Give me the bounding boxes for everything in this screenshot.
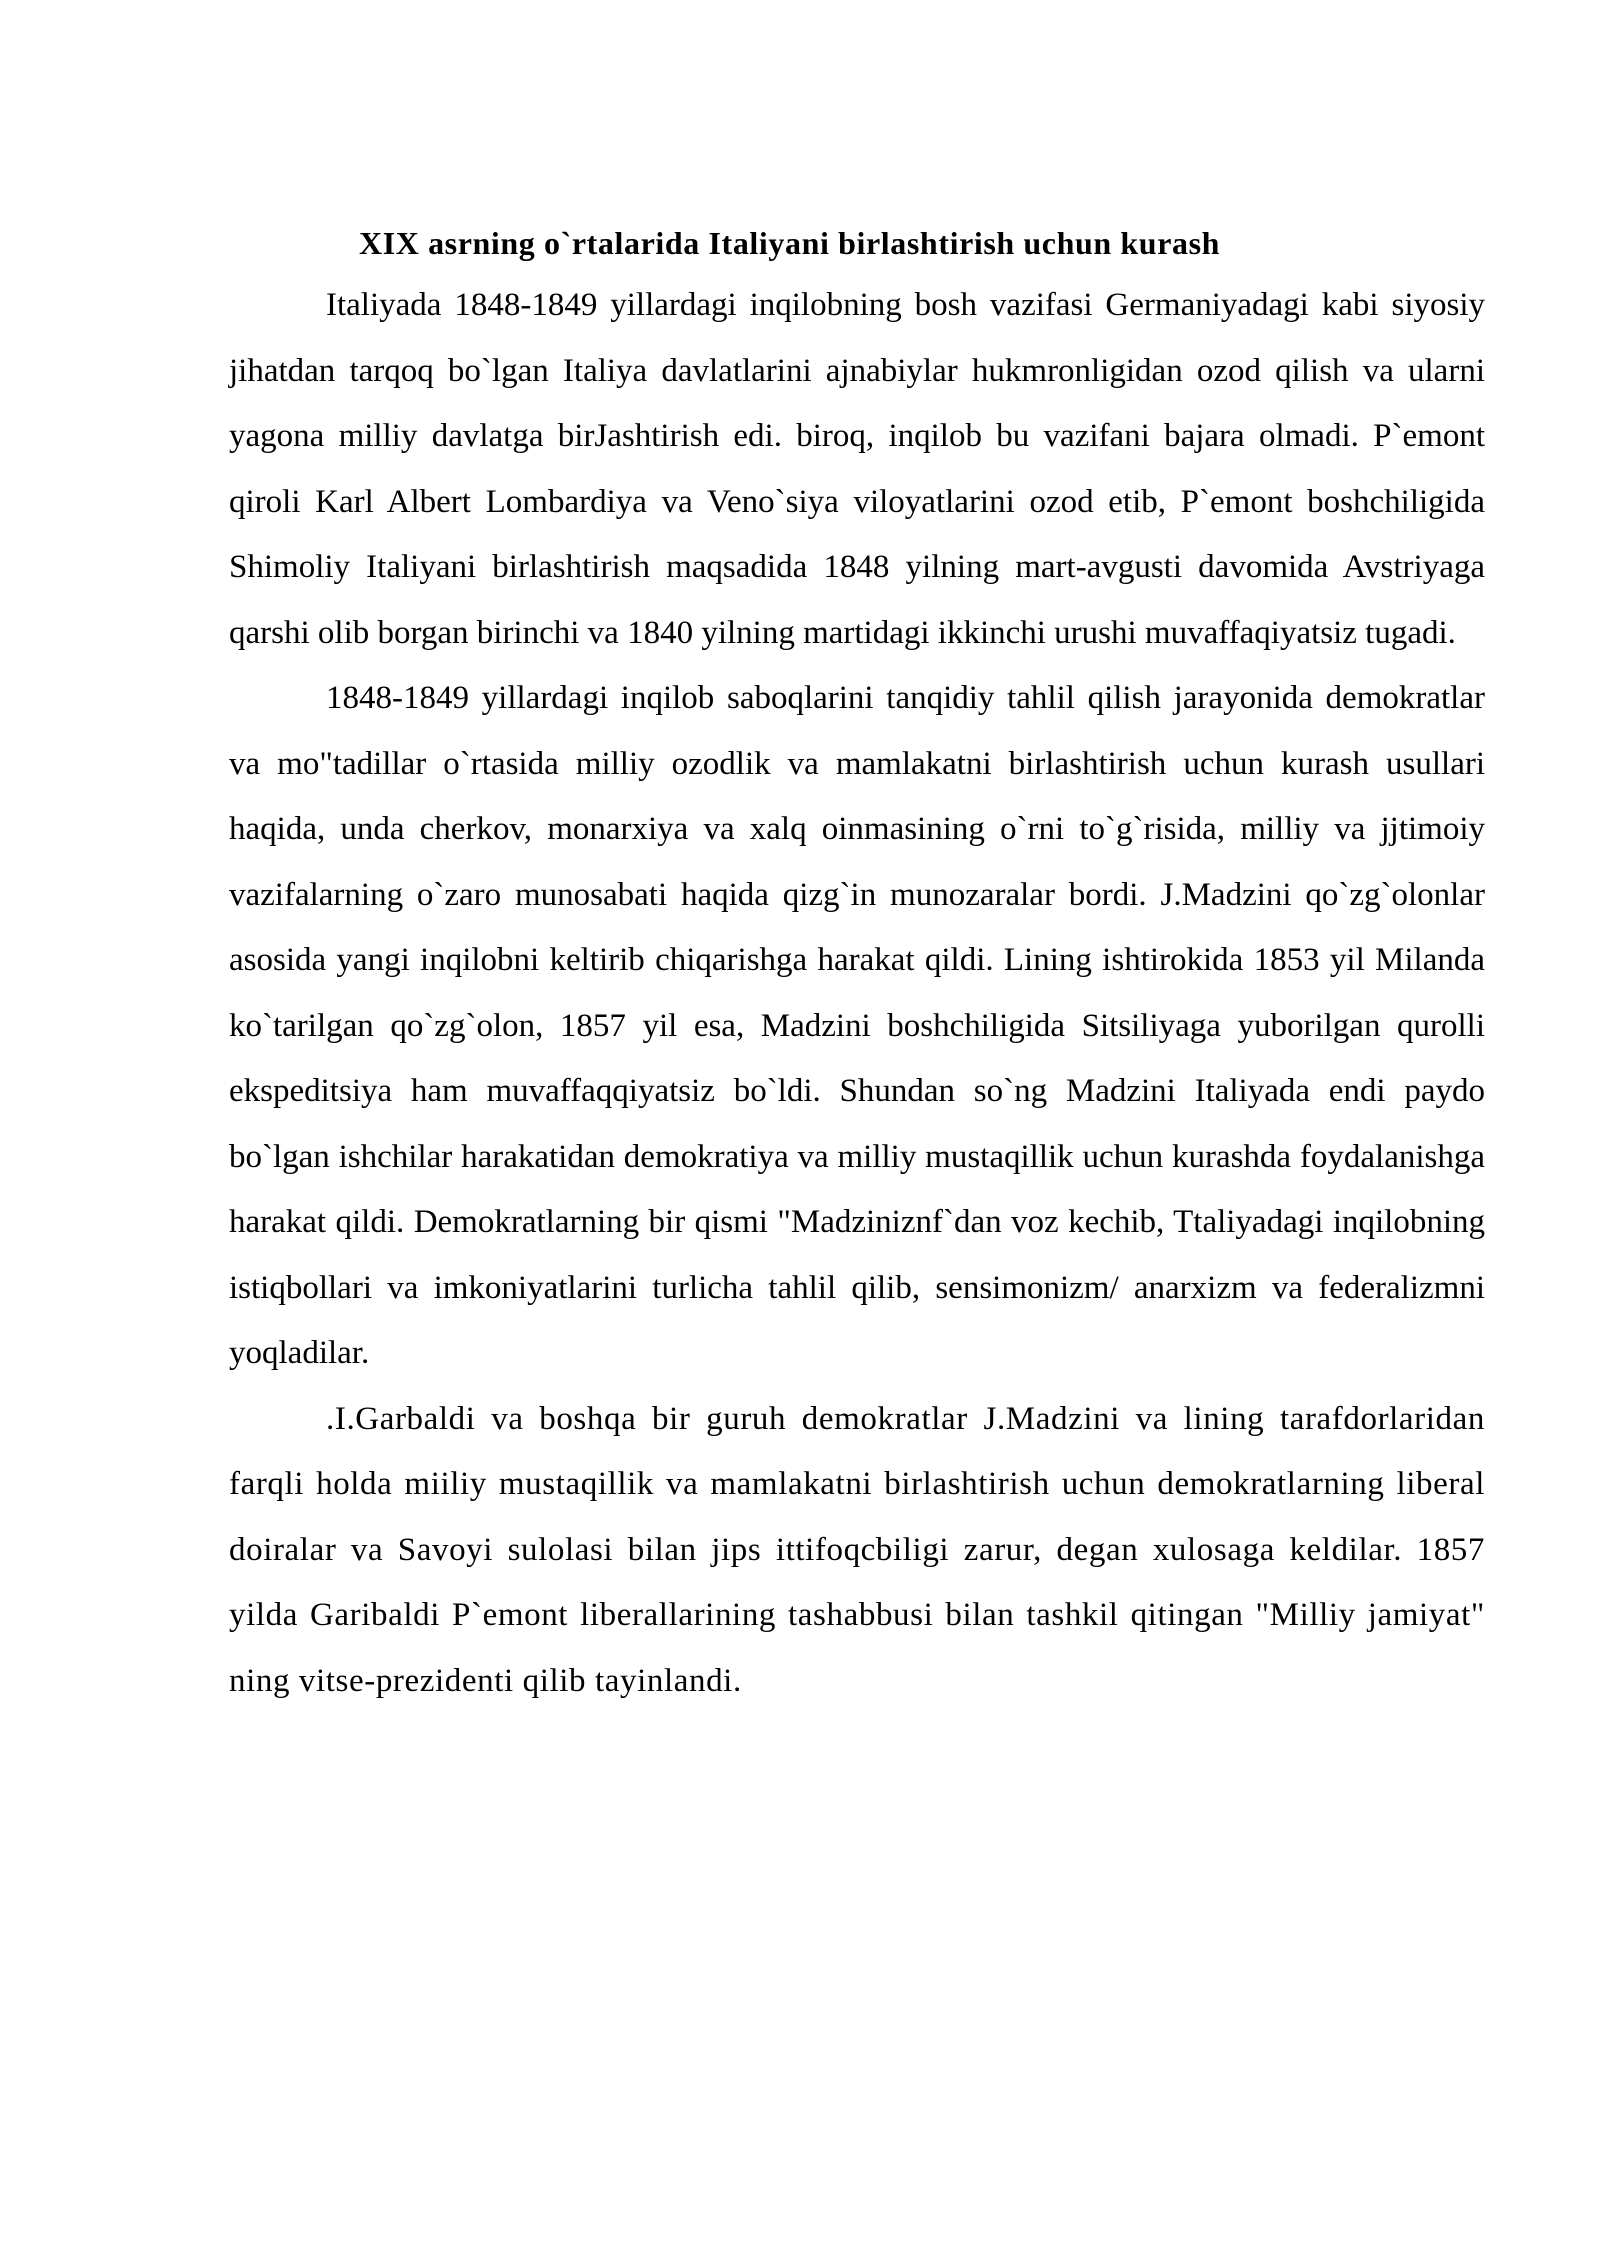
- document-title: XIX asrning o`rtalarida Italiyani birlashtirish uchun kurash: [359, 225, 1221, 261]
- document-body: [229, 213, 1485, 1714]
- paragraph-1: Italiyada 1848-1849 yillardagi inqilobning bosh vazifasi Germaniyadagi kabi siyosiy jihatdan tarqoq bo`lgan Italiya davlatlarini ajnabiylar hukmronligidan ozod qilish va ularni yagona milliy davlatga birJashtirish edi. biroq, inqilob bu vazifani bajara olmadi. P`emont qiroli Karl Albert Lombardiya va Veno`siya viloyatlarini ozod etib, P`emont boshchiligida Shimoliy Italiyani birlashtirish maqsadida 1848 yilning mart-avgusti davomida Avstriyaga qarshi olib borgan birinchi va 1840 yilning martidagi ikkinchi urushi muvaffaqiyatsiz tugadi.: [229, 287, 1485, 651]
- paragraph-3: .I.Garbaldi va boshqa bir guruh demokratlar J.Madzini va lining tarafdorlaridan farqli holda miiliy mustaqillik va mamlakatni birlashtirish uchun demokratlarning liberal doiralar va Savoyi sulolasi bilan jips ittifoqcbiligi zarur, degan xulosaga keldilar. 1857 yilda Garibaldi P`emont liberallarining tashabbusi bilan tashkil qitingan "Milliy jamiyat" ning vitse-prezidenti qilib tayinlandi.: [229, 1400, 1485, 1699]
- paragraph-2: 1848-1849 yillardagi inqilob saboqlarini tanqidiy tahlil qilish jarayonida demokratlar va mo"tadillar o`rtasida milliy ozodlik va mamlakatni birlashtirish uchun kurash usullari haqida, unda cherkov, monarxiya va xalq oinmasining o`rni to`g`risida, milliy va jjtimoiy vazifalarning o`zaro munosabati haqida qizg`in munozaralar bordi. J.Madzini qo`zg`olonlar asosida yangi inqilobni keltirib chiqarishga harakat qildi. Lining ishtirokida 1853 yil Milanda ko`tarilgan qo`zg`olon, 1857 yil esa, Madzini boshchiligida Sitsiliyaga yuborilgan qurolli ekspeditsiya ham muvaffaqqiyatsiz bo`ldi. Shundan so`ng Madzini Italiyada endi paydo bo`lgan ishchilar harakatidan demokratiya va milliy mustaqillik uchun kurashda foydalanishga harakat qildi. Demokratlarning bir qismi "Madziniznf`dan voz kechib, Ttaliyadagi inqilobning istiqbollari va imkoniyatlarini turlicha tahlil qilib, sensimonizm/ anarxizm va federalizmni yoqladilar.: [229, 680, 1485, 1371]
